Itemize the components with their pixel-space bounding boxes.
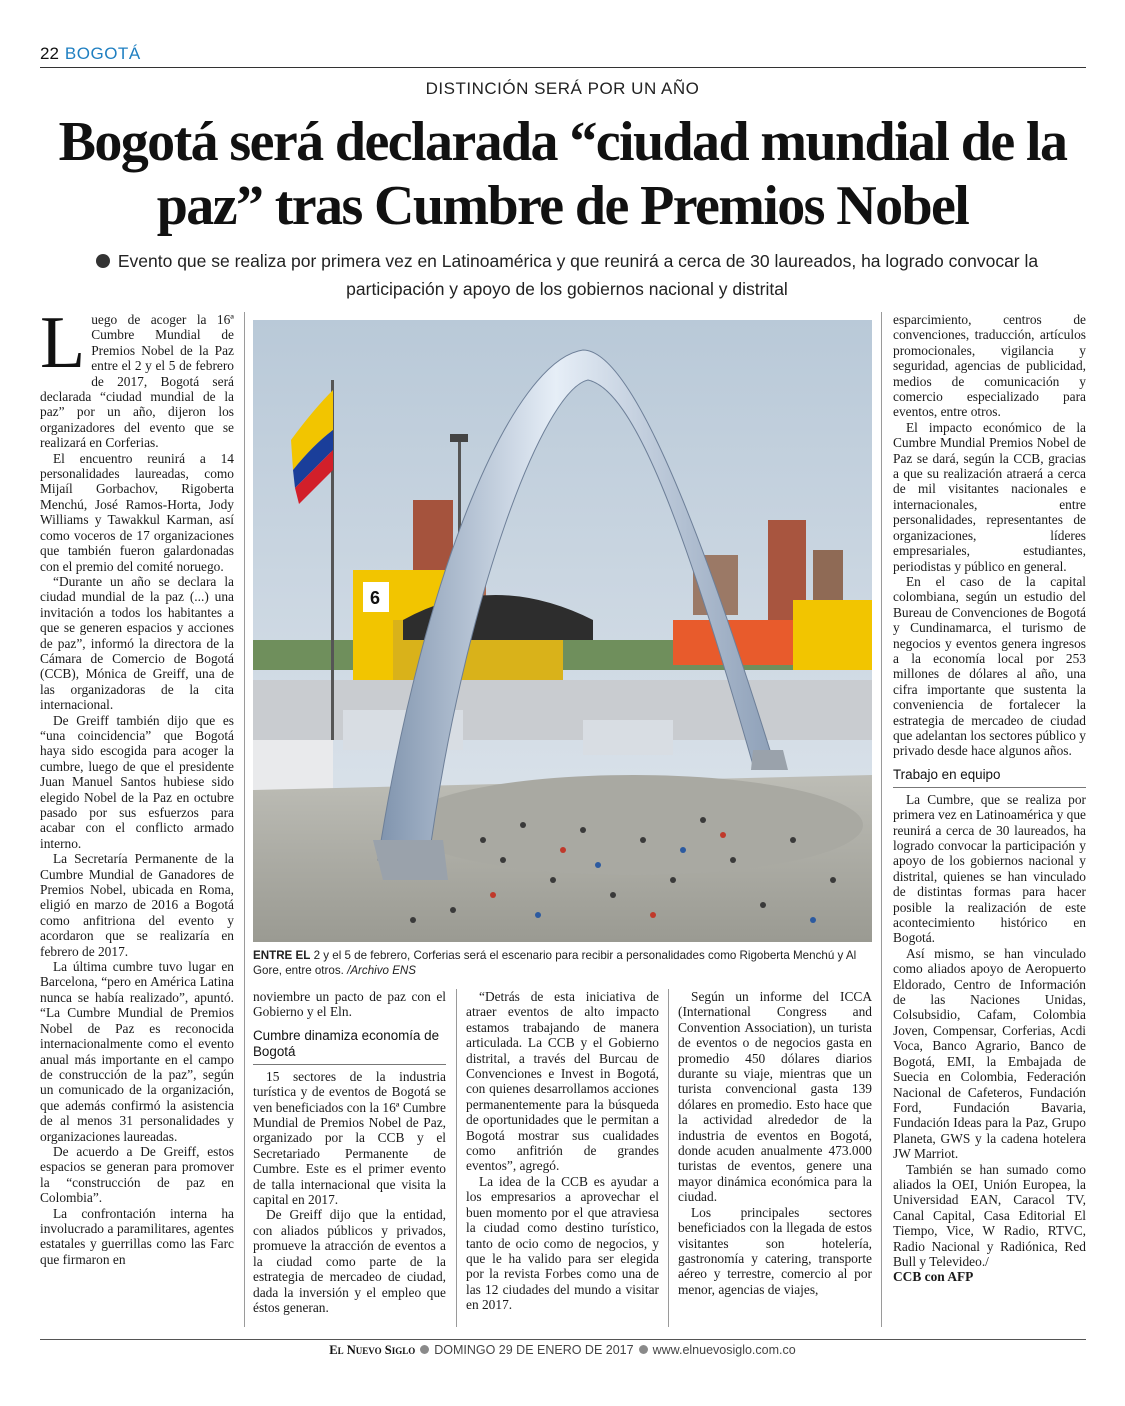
subhead-rule [893, 787, 1086, 788]
paragraph: esparcimiento, centros de convenciones, traducción, artículos promocionales, vigilancia y seguridad, agencias de publicidad, medios de comunicación y comercio especializado para eventos, entre otros. [893, 312, 1086, 420]
page-footer [0, 1343, 1125, 1358]
headline: Bogotá será declarada “ciudad mundial de la paz” tras Cumbre de Premios Nobel [58, 111, 1067, 237]
paragraph: “Detrás de esta iniciativa de atraer eventos de alto impacto estamos trabajando de manera articulada. La CCB y el Gobierno distrital, a través del Burcau de Convenciones e Invest in Bogotá, con quienes desarrollamos acciones permanentemente para la búsqueda de oportunidades que le permitan a Bogotá mostrar sus cualidades como anfitrión de grandes eventos”, agregó. [466, 989, 659, 1174]
paragraph: 15 sectores de la industria turística y de eventos de Bogotá se ven beneficiados con la 16ª Cumbre Mundial de Premios Nobel de Paz, organizado por la CCB y el Secretariado Permanente de Cumbre. Este es el primer evento de talla internacional que visita la capital en 2017. [253, 1068, 446, 1208]
column-rule [668, 989, 669, 1327]
article-column-3 [466, 989, 659, 1313]
subhead-rule [253, 1064, 446, 1065]
issue-date: DOMINGO 29 DE ENERO DE 2017 [434, 1343, 634, 1357]
separator-dot-icon [639, 1345, 648, 1354]
paragraph: De Greiff también dijo que es “una coincidencia” que Bogotá haya sido escogida para acoger la cumbre, luego de que el presidente Juan Manuel Santos hubiese sido elegido Nobel de la Paz en octubre pasado por sus esfuerzos para acabar con el conflicto armado interno. [40, 712, 234, 851]
kicker: DISTINCIÓN SERÁ POR UN AÑO [425, 79, 700, 98]
column-rule [456, 989, 457, 1327]
paragraph: La idea de la CCB es ayudar a los empresarios a aprovechar el buen momento por el que atraviesa la ciudad como destino turístico, tanto de ocio como de negocios, y que le ha valido para ser elegida por la revista Forbes como una de las 12 ciudades del mundo a visitar en 2017. [466, 1173, 659, 1313]
deck-text: Evento que se realiza por primera vez en Latinoamérica y que reunirá a cerca de 30 laureados, ha logrado convocar la participación y apoyo de los gobiernos nacional y distrital [117, 251, 1039, 299]
deck [52, 247, 1082, 303]
pavilion-number: 6 [370, 588, 381, 608]
website-link[interactable]: www.elnuevosiglo.com.co [652, 1343, 796, 1357]
article-column-4 [678, 989, 872, 1297]
separator-dot-icon [420, 1345, 429, 1354]
paragraph: En el caso de la capital colombiana, según un estudio del Bureau de Convenciones de Bogotá y Cundinamarca, el turismo de negocios y eventos genera ingresos a la economía local por 253 millones de dólares al año, una cifra importante que sustenta la conveniencia de fortalecer la estrategia de mercadeo de ciudad que adelantan los sectores público y privado desde hace algunos años. [893, 573, 1086, 759]
footer-rule [40, 1339, 1086, 1340]
paragraph: La confrontación interna ha involucrado a paramilitares, agentes estatales y guerrillas como las Farc que firmaron en [40, 1205, 234, 1267]
column-rule [244, 312, 245, 1327]
paragraph: Los principales sectores beneficiados con la llegada de estos visitantes son hotelería, gastronomía y catering, transporte aéreo y terrestre, comercio al por menor, agencias de viajes, [678, 1204, 872, 1297]
bullet-icon [96, 254, 110, 268]
paragraph: La Cumbre, que se realiza por primera vez en Latinoamérica y que reunirá a cerca de 30 laureados, ha logrado convocar la participación y apoyo de los gobiernos nacional y distrital, quienes se han vinculado de distintas formas para hacer posible la realización de este acontecimiento histórico en Bogotá. [893, 791, 1086, 946]
article-photo [253, 320, 872, 942]
subhead: Trabajo en equipo [893, 766, 1001, 782]
lead-paragraph: Luego de acoger la 16ª Cumbre Mundial de Premios Nobel de la Paz entre el 2 y el 5 de febrero de 2017, Bogotá será declarada “ciudad mundial de la paz” por un año, dijeron los organizadores del evento que se realizará en Corferias. [40, 302, 234, 451]
page-folio [40, 44, 141, 64]
paragraph: El encuentro reunirá a 14 personalidades laureadas, como Mijaíl Gorbachov, Rigoberta Menchú, José Ramos-Horta, Jody Williams y Tawakkul Karman, así como voceros de 17 organizaciones que también fueron galardonadas con el premio del comité noruego. [40, 450, 234, 574]
subhead: Cumbre dinamiza economía de Bogotá [253, 1027, 440, 1059]
article-column-5 [893, 312, 1086, 1285]
drop-cap: L [40, 302, 86, 384]
paragraph: “Durante un año se declara la ciudad mundial de la paz (...) una invitación a todos los habitantes a que se generen espacios y acciones de paz”, informó la directora de la Cámara de Comercio de Bogotá (CCB), Mónica de Greiff, una de las organizadoras de la cita internacional. [40, 573, 234, 713]
column-rule [881, 312, 882, 1327]
photo-credit: /Archivo ENS [347, 964, 417, 977]
article-column-2 [253, 989, 446, 1315]
page-number: 22 [40, 44, 59, 63]
paragraph: De Greiff dijo que la entidad, con aliados públicos y privados, promueve la atracción de eventos a la ciudad como parte de la estrategia de mercadeo de ciudad, dada la inversión y el empleo que éstos generan. [253, 1207, 446, 1315]
paragraph: El impacto económico de la Cumbre Mundial Premios Nobel de Paz se dará, según la CCB, gracias a que su realización atraerá a cerca de mil visitantes nacionales e internacionales, entre personalidades, representantes de organizaciones, líderes empresariales, estudiantes, periodistas y público en general. [893, 419, 1086, 574]
header-rule [40, 67, 1086, 68]
caption-text: 2 y el 5 de febrero, Corferias será el escenario para recibir a personalidades como Rigoberta Menchú y Al Gore, entre otros. [253, 949, 857, 977]
paragraph: También se han sumado como aliados la OEI, Unión Europea, la Universidad EAN, Caracol TV, Canal Capital, Casa Editorial El Tiempo, Vice, W Radio, RTVC, Radio Nacional y Radiónica, Red Bull y Televideo./ [893, 1161, 1086, 1269]
caption-lead: ENTRE EL [253, 949, 311, 962]
paragraph: De acuerdo a De Greiff, estos espacios se generan para promover la “construcción de paz en Colombia”. [40, 1143, 234, 1206]
paragraph: La última cumbre tuvo lugar en Barcelona, “pero en América Latina nunca se había realizado”, apuntó. “La Cumbre Mundial de Premios Nobel de Paz es reconocida internacionalmente como el evento anual más importante en el campo de construcción de la paz”, según un comunicado de la organización, que además confirmó la asistencia de al menos 31 personalidades y organizaciones laureadas. [40, 959, 234, 1144]
article-column-1 [40, 302, 234, 1267]
newspaper-brand: El Nuevo Siglo [329, 1343, 416, 1357]
paragraph: Así mismo, se han vinculado como aliados apoyo de Aeropuerto Eldorado, Centro de Información de las Naciones Unidas, Colsubsidio, Cafam, Colombia Joven, Compensar, Corferias, Acdi Voca, Banco Agrario, Banco de Bogotá, EMI, la Embajada de Suecia en Colombia, Federación Nacional de Cafeteros, Fundación Ford, Fundación Bavaria, Fundación Ideas para la Paz, Grupo Planeta, GWS y la cadena hotelera JW Marriot. [893, 945, 1086, 1162]
corferias-arch-illustration [253, 320, 872, 942]
photo-caption [253, 948, 872, 978]
paragraph: noviembre un pacto de paz con el Gobierno y el Eln. [253, 989, 446, 1020]
paragraph: Según un informe del ICCA (International Congress and Convention Association), un turista de eventos o de negocios gasta en promedio 450 dólares diarios durante su viaje, mientras que un turista convencional gasta 139 dólares en promedio. Esto hace que la actividad alrededor de la industria de eventos en Bogotá, donde acuden anualmente 473.000 turistas de eventos, genere una mayor dinámica económica para la ciudad. [678, 989, 872, 1205]
paragraph: La Secretaría Permanente de la Cumbre Mundial de Ganadores de Premios Nobel, ubicada en Roma, eligió en marzo de 2016 a Bogotá como anfitriona del evento y acordaron que se realizaría en febrero de 2017. [40, 851, 234, 959]
section-name: BOGOTÁ [64, 44, 141, 63]
article-credit: CCB con AFP [893, 1269, 974, 1285]
